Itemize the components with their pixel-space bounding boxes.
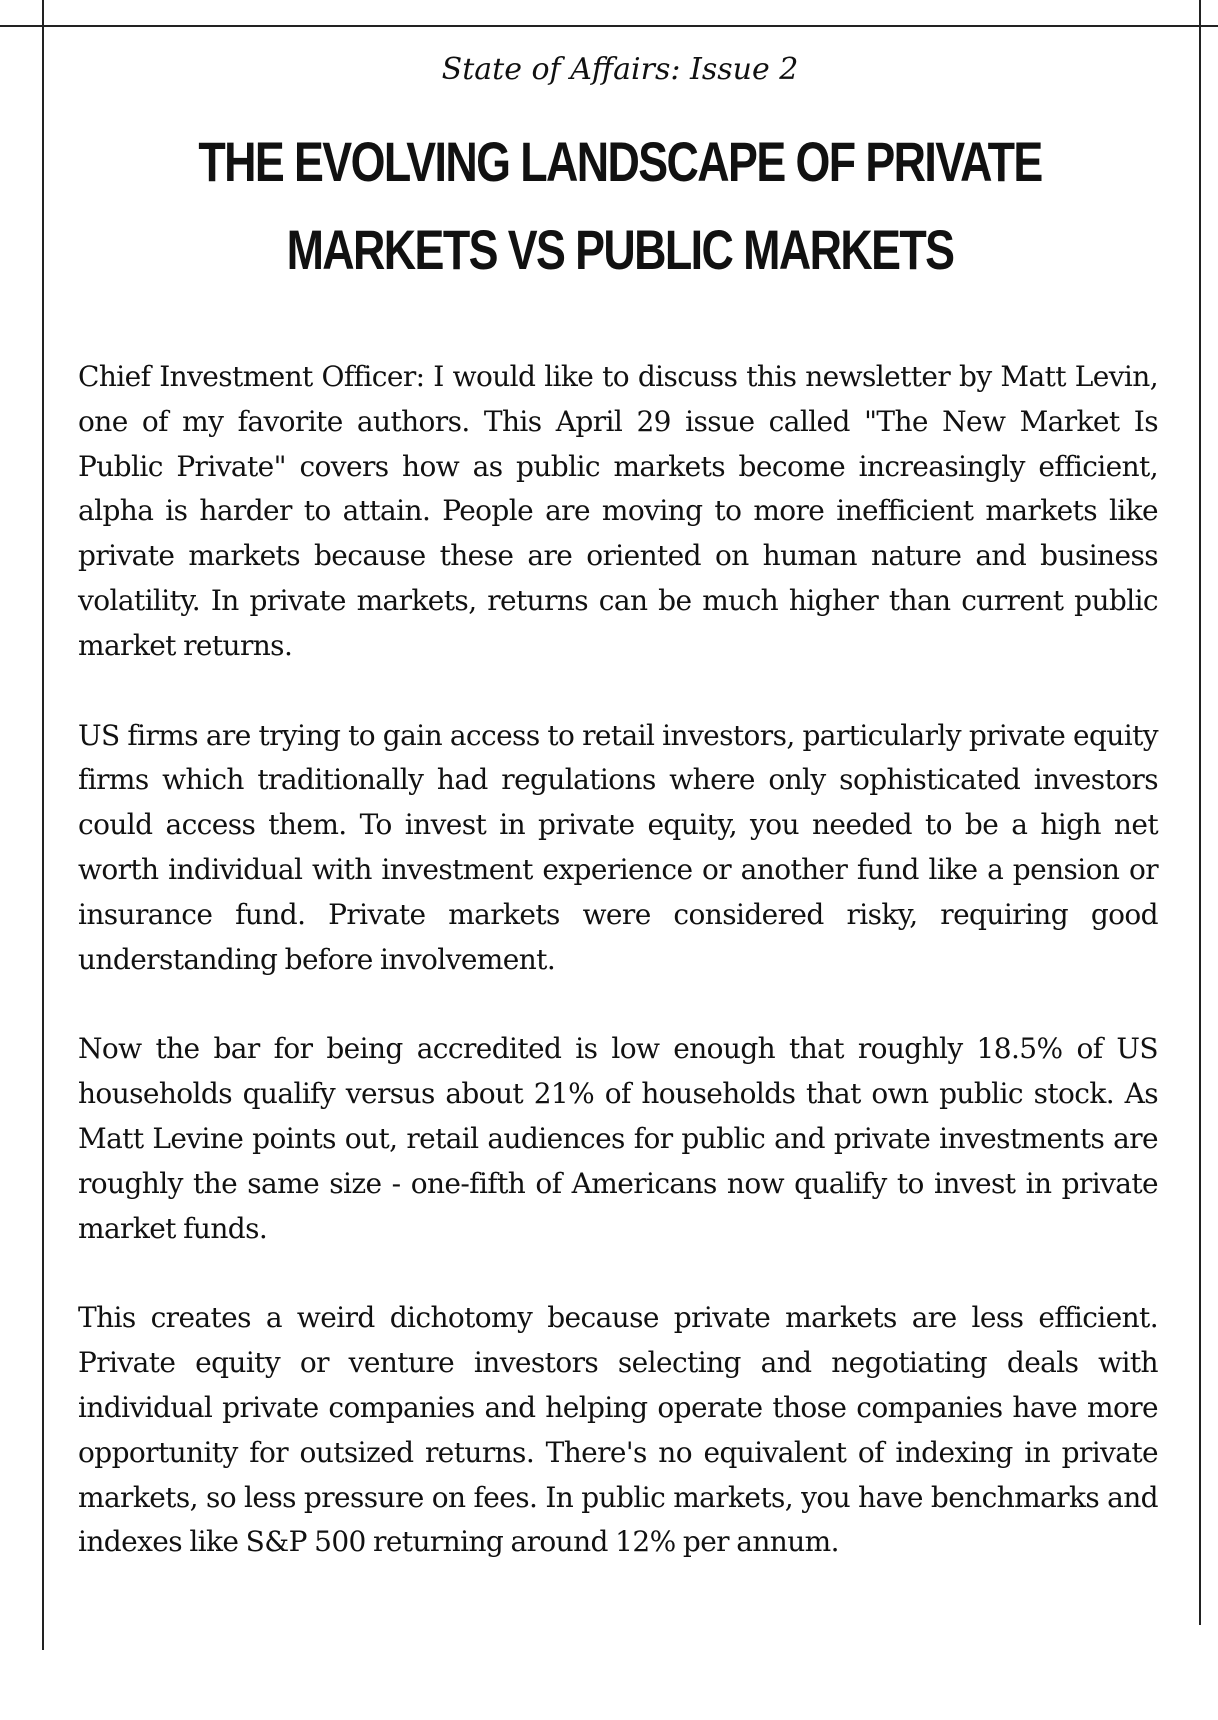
- right-border-rule: [1199, 0, 1201, 1625]
- paragraph-dichotomy: This creates a weird dichotomy because private markets are less efficient. Private equity or venture investors selecting and negotiating deals with individual private companies and helping operate those companies have more opportunity for outsized returns. There's no equivalent of indexing in private markets, so less pressure on fees. In public markets, you have benchmarks and indexes like S&P 500 returning around 12% per annum.: [78, 1301, 1158, 1559]
- paragraph-accreditation: Now the bar for being accredited is low enough that roughly 18.5% of US households qualify versus about 21% of households that own public stock. As Matt Levine points out, retail audiences for public and private investments are roughly the same size - one-fifth of Americans now qualify to invest in private market funds.: [78, 1032, 1158, 1245]
- paragraph-intro: Chief Investment Officer: I would like to discuss this newsletter by Matt Levin, one of my favorite authors. This April 29 issue called "The New Market Is Public Private" covers how as public markets become increasingly efficient, alpha is harder to attain. People are moving to more inefficient markets like private markets because these are oriented on human nature and business volatility. In private markets, returns can be much higher than current public market returns.: [78, 360, 1158, 662]
- page-title: [172, 118, 1068, 294]
- title-line-2: MARKETS VS PUBLIC MARKETS: [286, 218, 954, 281]
- top-border-rule: [0, 25, 1218, 27]
- left-border-rule: [42, 0, 44, 1650]
- issue-label: State of Affairs: Issue 2: [441, 52, 799, 87]
- title-line-1: THE EVOLVING LANDSCAPE OF PRIVATE: [198, 130, 1042, 193]
- article-body: [78, 355, 1158, 1610]
- paragraph-retail-access: US firms are trying to gain access to retail investors, particularly private equity firms which traditionally had regulations where only sophisticated investors could access them. To invest in private equity, you needed to be a high net worth individual with investment experience or another fund like a pension or insurance fund. Private markets were considered risky, requiring good understanding before involvement.: [78, 718, 1158, 976]
